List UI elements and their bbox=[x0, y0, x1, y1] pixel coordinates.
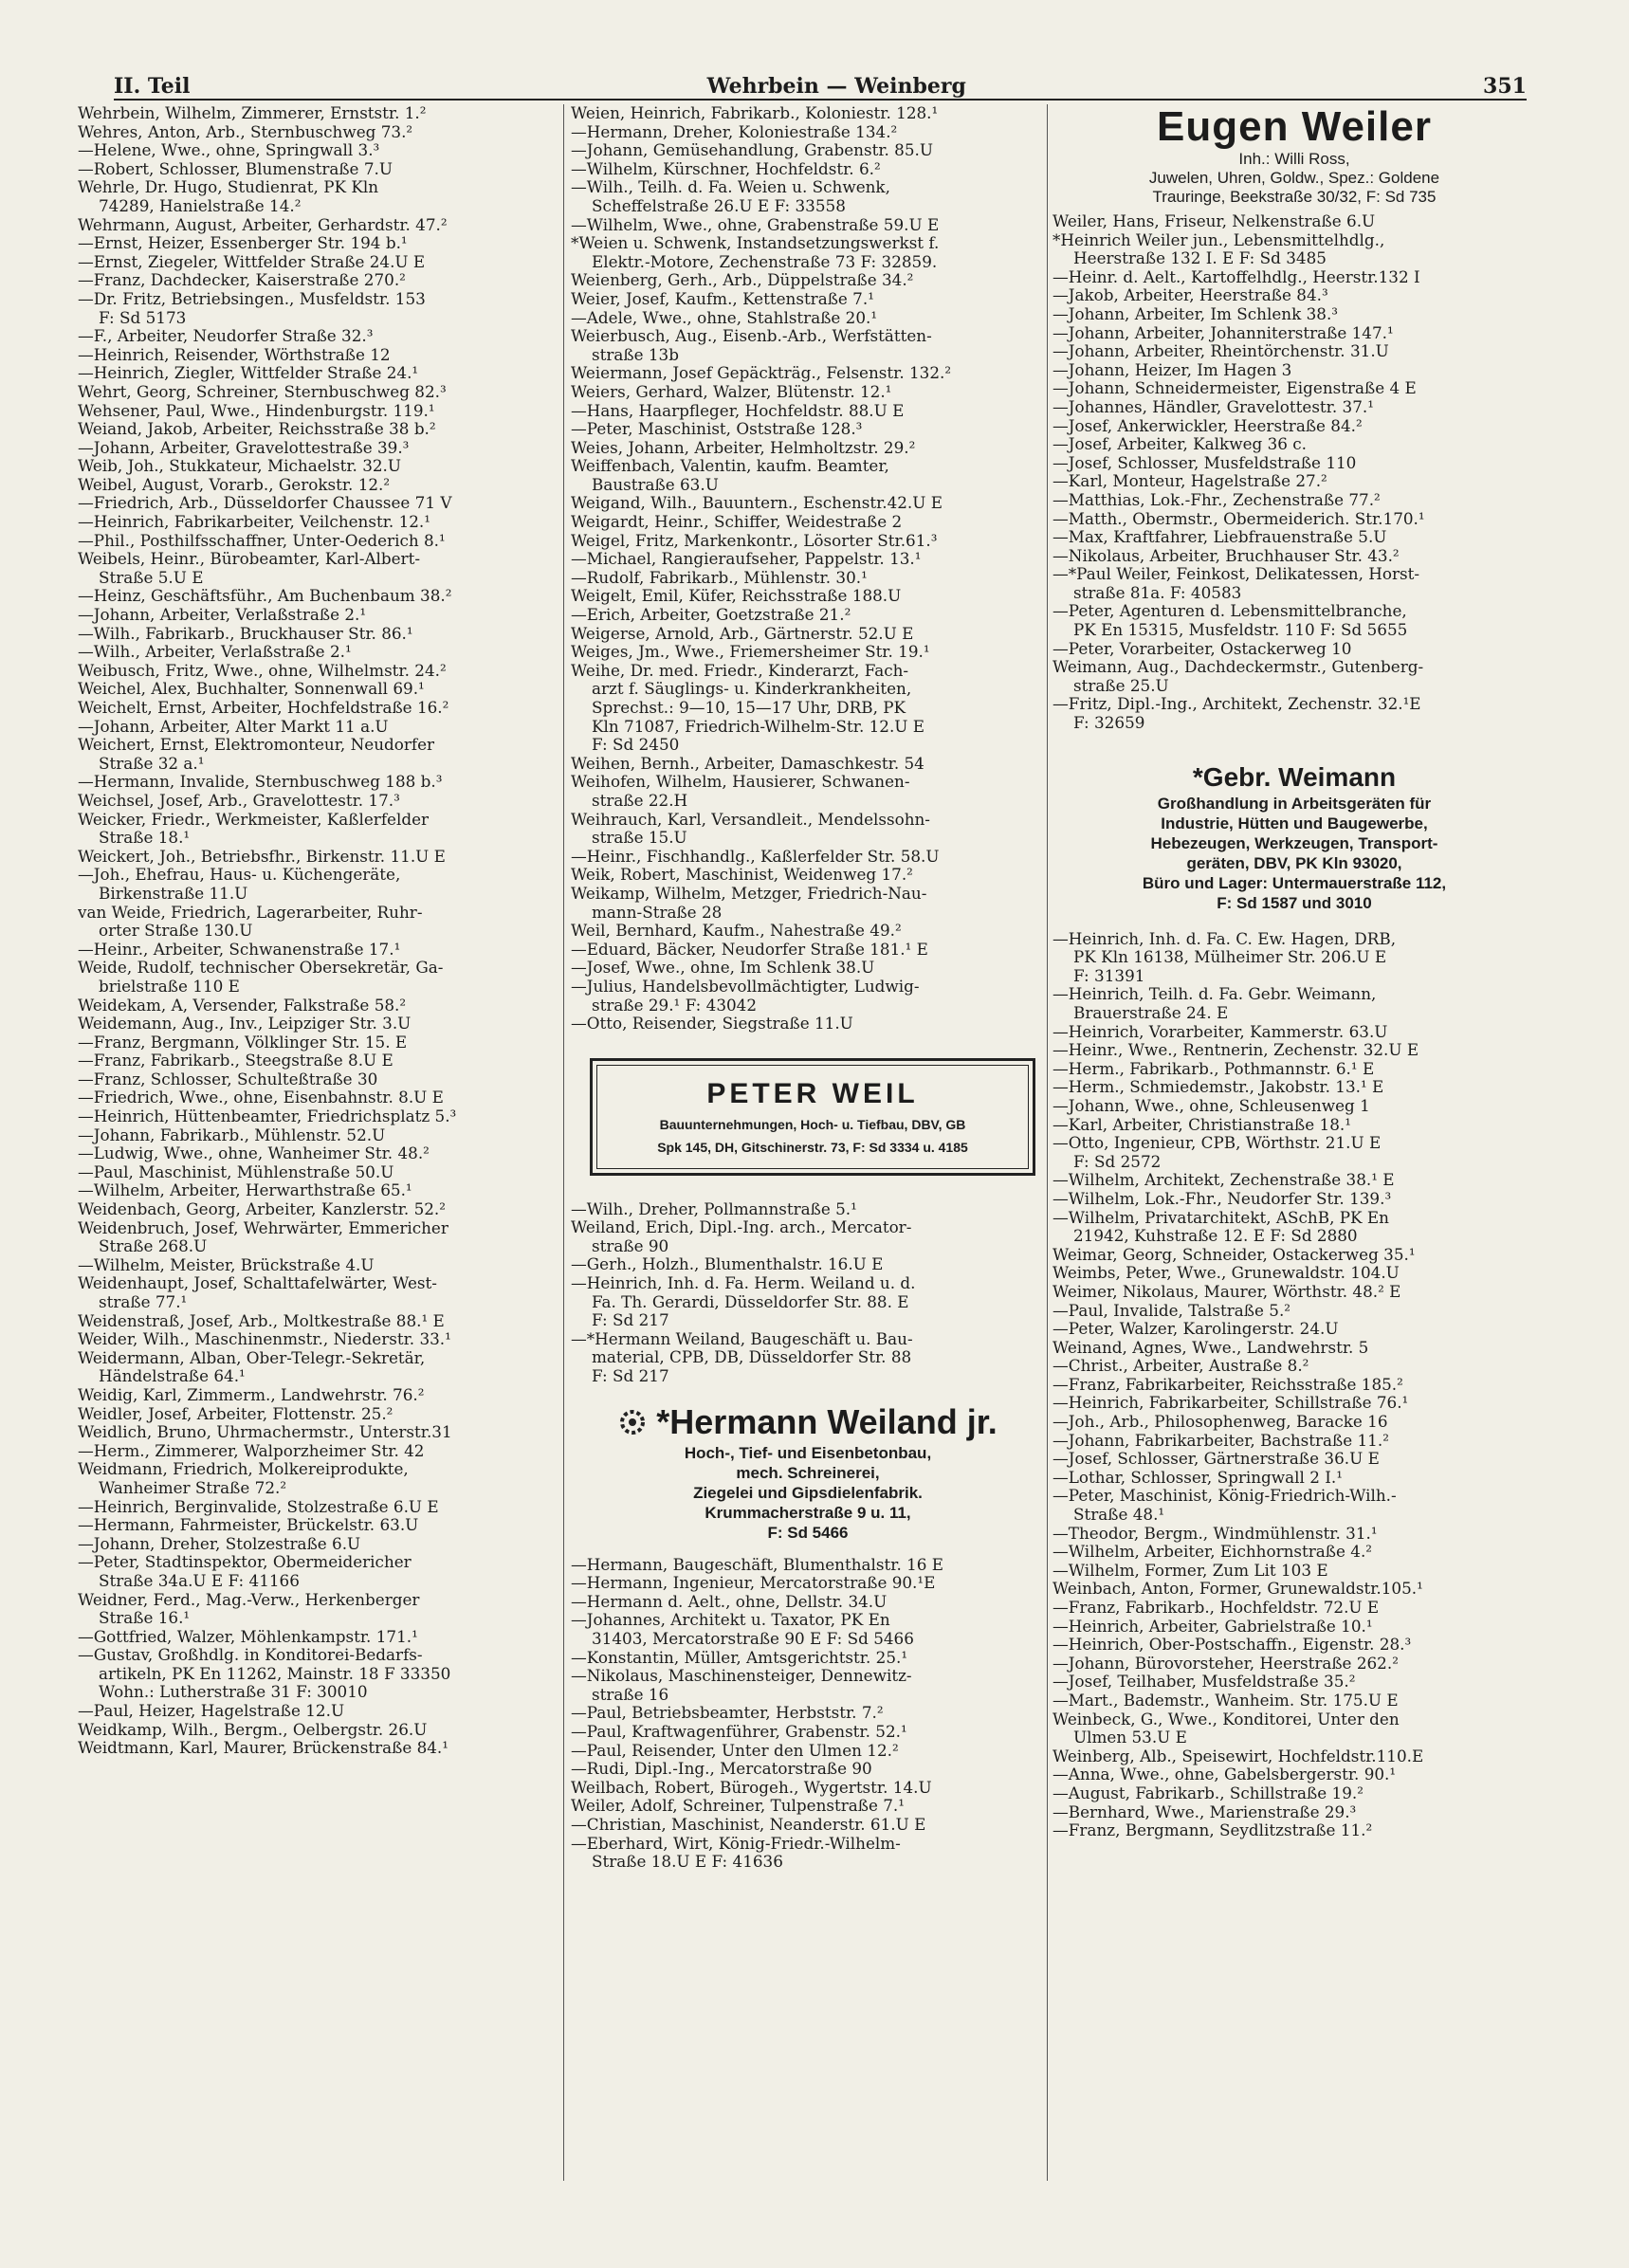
directory-entry: Weienberg, Gerh., Arb., Düppelstraße 34.² bbox=[571, 271, 914, 290]
directory-entry: van Weide, Friedrich, Lagerarbeiter, Ruhr- bbox=[78, 903, 423, 922]
directory-entry: —Franz, Bergmann, Völklinger Str. 15. E bbox=[78, 1033, 408, 1052]
directory-entry: —Eberhard, Wirt, König-Friedr.-Wilhelm- bbox=[571, 1834, 901, 1853]
directory-entry: straße 13b bbox=[592, 345, 679, 364]
advertisement-peter-weil bbox=[590, 1058, 1035, 1176]
directory-entry: Weiand, Jakob, Arbeiter, Reichsstraße 38 b.² bbox=[78, 420, 436, 439]
directory-entry: —Heinrich, Inh. d. Fa. C. Ew. Hagen, DRB, bbox=[1052, 929, 1397, 948]
directory-entry: —Johann, Heizer, Im Hagen 3 bbox=[1052, 360, 1292, 379]
directory-entry: —Eduard, Bäcker, Neudorfer Straße 181.¹ E bbox=[571, 940, 928, 959]
ad-line: Industrie, Hütten und Baugewerbe, bbox=[1161, 814, 1428, 832]
directory-entry: Straße 5.U E bbox=[99, 568, 204, 587]
directory-entry: —Franz, Fabrikarb., Steegstraße 8.U E bbox=[78, 1052, 394, 1070]
directory-entry: Elektr.-Motore, Zechenstraße 73 F: 32859. bbox=[592, 252, 938, 271]
directory-entry: —Peter, Agenturen d. Lebensmittelbranche, bbox=[1052, 602, 1407, 621]
directory-entry: —Johann, Arbeiter, Johanniterstraße 147.¹ bbox=[1052, 323, 1394, 342]
directory-entry: —Johann, Arbeiter, Verlaßstraße 2.¹ bbox=[78, 606, 367, 625]
directory-entry: Brauerstraße 24. E bbox=[1073, 1004, 1229, 1022]
directory-entry: —Adele, Wwe., ohne, Stahlstraße 20.¹ bbox=[571, 308, 878, 327]
directory-entry: F: 31391 bbox=[1073, 966, 1145, 985]
directory-entry: —Robert, Schlosser, Blumenstraße 7.U bbox=[78, 159, 393, 178]
directory-entry: —Johannes, Händler, Gravelottestr. 37.¹ bbox=[1052, 397, 1374, 416]
directory-entry: —Hermann, Dreher, Koloniestraße 134.² bbox=[571, 122, 898, 141]
directory-entry: F: Sd 217 bbox=[592, 1311, 669, 1330]
directory-entry: —Hermann, Fahrmeister, Brückelstr. 63.U bbox=[78, 1516, 419, 1535]
directory-entry: Weiler, Hans, Friseur, Nelkenstraße 6.U bbox=[1052, 212, 1376, 230]
ad-line: F: Sd 5466 bbox=[767, 1523, 849, 1542]
directory-entry: Straße 18.¹ bbox=[99, 829, 191, 848]
directory-entry: Weidenstraß, Josef, Arb., Moltkestraße 88.¹ E bbox=[78, 1311, 445, 1330]
directory-entry: —Wilhelm, Wwe., ohne, Grabenstraße 59.U E bbox=[571, 215, 940, 234]
directory-entry: Weigand, Wilh., Bauuntern., Eschenstr.42.U E bbox=[571, 494, 943, 513]
directory-entry: —Joh., Ehefrau, Haus- u. Küchengeräte, bbox=[78, 866, 401, 885]
directory-entry: —Michael, Rangieraufseher, Pappelstr. 13.¹ bbox=[571, 550, 922, 569]
directory-entry: —Otto, Ingenieur, CPB, Wörthstr. 21.U E bbox=[1052, 1134, 1382, 1153]
directory-entry: —Ernst, Ziegeler, Wittfelder Straße 24.U E bbox=[78, 252, 426, 271]
directory-entry: Birkenstraße 11.U bbox=[99, 884, 248, 903]
ad-line: Trauringe, Beekstraße 30/32, F: Sd 735 bbox=[1152, 188, 1437, 206]
directory-entry: Scheffelstraße 26.U E F: 33558 bbox=[592, 196, 846, 215]
directory-entry: —Herm., Schmiedemstr., Jakobstr. 13.¹ E bbox=[1052, 1078, 1384, 1097]
directory-entry: —Herm., Fabrikarb., Pothmannstr. 6.¹ E bbox=[1052, 1059, 1375, 1078]
directory-entry: —Rudolf, Fabrikarb., Mühlenstr. 30.¹ bbox=[571, 568, 868, 587]
directory-entry: Weiler, Adolf, Schreiner, Tulpenstraße 7.¹ bbox=[571, 1797, 905, 1816]
directory-entry: —Hermann, Ingenieur, Mercatorstraße 90.¹E bbox=[571, 1574, 936, 1593]
directory-entry: —Gustav, Großhdlg. in Konditorei-Bedarfs- bbox=[78, 1646, 423, 1665]
page-header bbox=[114, 66, 1527, 99]
directory-entry: Weidlich, Bruno, Uhrmachermstr., Unterstr.31 bbox=[78, 1423, 452, 1442]
directory-entry: Weimer, Nikolaus, Maurer, Wörthstr. 48.² E bbox=[1052, 1282, 1401, 1301]
directory-entry: straße 25.U bbox=[1073, 676, 1169, 695]
directory-entry: —Ludwig, Wwe., ohne, Wanheimer Str. 48.² bbox=[78, 1144, 430, 1163]
directory-entry: —Karl, Arbeiter, Christianstraße 18.¹ bbox=[1052, 1115, 1351, 1134]
directory-entry: PK En 15315, Musfeldstr. 110 F: Sd 5655 bbox=[1073, 621, 1408, 640]
directory-entry: straße 81a. F: 40583 bbox=[1073, 583, 1242, 602]
directory-entry: —Johann, Fabrikarb., Mühlenstr. 52.U bbox=[78, 1125, 386, 1144]
directory-entry: —Wilh., Fabrikarb., Bruckhauser Str. 86.¹ bbox=[78, 624, 413, 643]
directory-entry: Weilbach, Robert, Bürogeh., Wygertstr. 14.U bbox=[571, 1778, 932, 1797]
directory-entry: Weib, Joh., Stukkateur, Michaelstr. 32.U bbox=[78, 457, 402, 476]
directory-entry: straße 16 bbox=[592, 1685, 669, 1704]
directory-entry: Straße 268.U bbox=[99, 1237, 208, 1256]
directory-entry: —Josef, Teilhaber, Musfeldstraße 35.² bbox=[1052, 1673, 1356, 1692]
directory-entry: —Johann, Arbeiter, Im Schlenk 38.³ bbox=[1052, 304, 1339, 323]
directory-entry: Weidner, Ferd., Mag.-Verw., Herkenberger bbox=[78, 1590, 420, 1609]
directory-entry: Straße 18.U E F: 41636 bbox=[592, 1853, 783, 1872]
directory-entry: —Erich, Arbeiter, Goetzstraße 21.² bbox=[571, 606, 851, 625]
column-3 bbox=[1052, 104, 1536, 1840]
directory-entry: Weihen, Bernh., Arbeiter, Damaschkestr. 54 bbox=[571, 754, 924, 773]
directory-entry: —Franz, Fabrikarbeiter, Reichsstraße 185.² bbox=[1052, 1375, 1403, 1394]
directory-entry: Weik, Robert, Maschinist, Weidenweg 17.² bbox=[571, 866, 913, 885]
directory-entry: Weichert, Ernst, Elektromonteur, Neudorfer bbox=[78, 736, 435, 755]
directory-entry: Weihrauch, Karl, Versandleit., Mendelssohn- bbox=[571, 810, 930, 829]
directory-entry: —Johann, Schneidermeister, Eigenstraße 4 E bbox=[1052, 379, 1417, 398]
directory-entry: —Paul, Betriebsbeamter, Herbststr. 7.² bbox=[571, 1704, 884, 1723]
directory-entry: Weinbach, Anton, Former, Grunewaldstr.105.¹ bbox=[1052, 1580, 1423, 1599]
directory-entry: Weihofen, Wilhelm, Hausierer, Schwanen- bbox=[571, 773, 910, 792]
directory-entry: —Wilhelm, Lok.-Fhr., Neudorfer Str. 139.³ bbox=[1052, 1189, 1392, 1208]
directory-entry: Wohn.: Lutherstraße 31 F: 30010 bbox=[99, 1683, 368, 1702]
directory-entry: —Heinr., Fischhandlg., Kaßlerfelder Str. 58.U bbox=[571, 847, 940, 866]
directory-entry: Weimar, Georg, Schneider, Ostackerweg 35.¹ bbox=[1052, 1245, 1416, 1264]
directory-entry: —Friedrich, Arb., Düsseldorfer Chaussee 71 V bbox=[78, 494, 452, 513]
directory-entry: —Nikolaus, Arbeiter, Bruchhauser Str. 43.² bbox=[1052, 546, 1400, 565]
ad-line: Inh.: Willi Ross, bbox=[1238, 150, 1350, 168]
directory-entry: 21942, Kuhstraße 12. E F: Sd 2880 bbox=[1073, 1227, 1358, 1246]
directory-entry: Weidenbach, Georg, Arbeiter, Kanzlerstr. 52.² bbox=[78, 1200, 446, 1219]
directory-entry: Weier, Josef, Kaufm., Kettenstraße 7.¹ bbox=[571, 289, 874, 308]
directory-entry: Wehrle, Dr. Hugo, Studienrat, PK Kln bbox=[78, 178, 379, 197]
directory-entry: mann-Straße 28 bbox=[592, 903, 723, 922]
directory-entry: —Heinr., Arbeiter, Schwanenstraße 17.¹ bbox=[78, 940, 401, 959]
directory-entry: Händelstraße 64.¹ bbox=[99, 1367, 246, 1386]
directory-entry: —Wilhelm, Meister, Brückstraße 4.U bbox=[78, 1255, 375, 1274]
directory-entry: Weidemann, Aug., Inv., Leipziger Str. 3.U bbox=[78, 1015, 412, 1033]
directory-entry: —Christ., Arbeiter, Austraße 8.² bbox=[1052, 1357, 1309, 1376]
directory-entry: Weidenbruch, Josef, Wehrwärter, Emmericher bbox=[78, 1218, 448, 1237]
directory-entry: 74289, Hanielstraße 14.² bbox=[99, 196, 302, 215]
directory-entry: —Heinrich, Ziegler, Wittfelder Straße 24.¹ bbox=[78, 364, 419, 383]
directory-entry: Weies, Johann, Arbeiter, Helmholtzstr. 29.² bbox=[571, 438, 916, 457]
directory-entry: —Wilhelm, Arbeiter, Eichhornstraße 4.² bbox=[1052, 1543, 1373, 1562]
directory-entry: Weichelt, Ernst, Arbeiter, Hochfeldstraße 16.² bbox=[78, 699, 449, 717]
directory-entry: —Wilhelm, Privatarchitekt, ASchB, PK En bbox=[1052, 1208, 1389, 1227]
directory-entry: —Heinz, Geschäftsführ., Am Buchenbaum 38.² bbox=[78, 587, 452, 606]
directory-entry: —Johann, Arbeiter, Rheintörchenstr. 31.U bbox=[1052, 342, 1389, 361]
directory-entry: —*Paul Weiler, Feinkost, Delikatessen, Horst- bbox=[1052, 565, 1420, 584]
directory-entry: —Heinrich, Reisender, Wörthstraße 12 bbox=[78, 345, 391, 364]
directory-entry: —Gerh., Holzh., Blumenthalstr. 16.U E bbox=[571, 1255, 884, 1274]
directory-entry: Weinbeck, G., Wwe., Konditorei, Unter den bbox=[1052, 1710, 1400, 1728]
directory-entry: —Lothar, Schlosser, Springwall 2 I.¹ bbox=[1052, 1468, 1343, 1487]
directory-entry: —Paul, Kraftwagenführer, Grabenstr. 52.¹ bbox=[571, 1722, 907, 1741]
directory-entry: —Jakob, Arbeiter, Heerstraße 84.³ bbox=[1052, 286, 1328, 305]
directory-entry: F: Sd 217 bbox=[592, 1367, 669, 1386]
directory-entry: Weide, Rudolf, technischer Obersekretär, Ga- bbox=[78, 959, 444, 978]
directory-entry: —Julius, Handelsbevollmächtigter, Ludwig- bbox=[571, 977, 920, 996]
directory-entry: —Helene, Wwe., ohne, Springwall 3.³ bbox=[78, 141, 380, 160]
directory-entry: —Johannes, Architekt u. Taxator, PK En bbox=[571, 1611, 890, 1630]
column-divider bbox=[563, 104, 564, 2181]
directory-entry: Weider, Wilh., Maschinenmstr., Niederstr. 33.¹ bbox=[78, 1330, 451, 1349]
directory-entry: —Wilhelm, Former, Zum Lit 103 E bbox=[1052, 1561, 1328, 1580]
advertisement-gebr-weimann bbox=[1052, 761, 1536, 913]
directory-entry: Weichel, Alex, Buchhalter, Sonnenwall 69.¹ bbox=[78, 680, 425, 699]
directory-entry: —Anna, Wwe., ohne, Gabelsbergerstr. 90.¹ bbox=[1052, 1765, 1397, 1784]
ad-line: Ziegelei und Gipsdielenfabrik. bbox=[693, 1483, 923, 1502]
directory-entry: —Bernhard, Wwe., Marienstraße 29.³ bbox=[1052, 1802, 1357, 1821]
directory-entry: Weidler, Josef, Arbeiter, Flottenstr. 25.² bbox=[78, 1404, 394, 1423]
directory-entry: *Weien u. Schwenk, Instandsetzungswerkst f. bbox=[571, 234, 940, 253]
directory-entry: —Wilh., Arbeiter, Verlaßstraße 2.¹ bbox=[78, 643, 352, 662]
directory-entry: —Wilh., Dreher, Pollmannstraße 5.¹ bbox=[571, 1199, 857, 1218]
directory-entry: —Karl, Monteur, Hagelstraße 27.² bbox=[1052, 472, 1327, 491]
directory-entry: —Heinr. d. Aelt., Kartoffelhdlg., Heerstr.132 I bbox=[1052, 267, 1420, 286]
directory-entry: —Josef, Ankerwickler, Heerstraße 84.² bbox=[1052, 416, 1363, 435]
directory-entry: —Heinrich, Fabrikarbeiter, Schillstraße 76.¹ bbox=[1052, 1394, 1409, 1413]
directory-entry: Kln 71087, Friedrich-Wilhelm-Str. 12.U E bbox=[592, 717, 925, 736]
directory-entry: Weikamp, Wilhelm, Metzger, Friedrich-Nau- bbox=[571, 884, 927, 903]
column-2 bbox=[571, 104, 1045, 1872]
column-divider bbox=[1047, 104, 1048, 2181]
directory-entry: —*Hermann Weiland, Baugeschäft u. Bau- bbox=[571, 1329, 913, 1348]
directory-entry: —Heinrich, Vorarbeiter, Kammerstr. 63.U bbox=[1052, 1022, 1388, 1041]
directory-entry: Weickert, Joh., Betriebsfhr., Birkenstr. 11.U E bbox=[78, 847, 446, 866]
directory-entry: —Paul, Maschinist, Mühlenstraße 50.U bbox=[78, 1162, 394, 1181]
directory-entry: —Friedrich, Wwe., ohne, Eisenbahnstr. 8.U E bbox=[78, 1088, 444, 1107]
directory-entry: —Paul, Reisender, Unter den Ulmen 12.² bbox=[571, 1741, 899, 1760]
directory-entry: Weidmann, Friedrich, Molkereiprodukte, bbox=[78, 1460, 409, 1479]
directory-entry: —Konstantin, Müller, Amtsgerichtstr. 25.¹ bbox=[571, 1648, 908, 1667]
directory-entry: —Gottfried, Walzer, Möhlenkampstr. 171.¹ bbox=[78, 1627, 418, 1646]
directory-entry: —Johann, Wwe., ohne, Schleusenweg 1 bbox=[1052, 1096, 1370, 1115]
directory-entry: straße 15.U bbox=[592, 829, 687, 848]
directory-entry: 31403, Mercatorstraße 90 E F: Sd 5466 bbox=[592, 1630, 914, 1648]
directory-entry: *Heinrich Weiler jun., Lebensmittelhdlg., bbox=[1052, 230, 1385, 249]
directory-entry: —Christian, Maschinist, Neanderstr. 61.U E bbox=[571, 1815, 926, 1834]
directory-entry: Weiermann, Josef Gepäckträg., Felsenstr. 132.² bbox=[571, 364, 952, 383]
directory-entry: Weidkamp, Wilh., Bergm., Oelbergstr. 26.U bbox=[78, 1720, 428, 1739]
ad-line: Hoch-, Tief- und Eisenbetonbau, bbox=[684, 1443, 932, 1462]
directory-entry: —F., Arbeiter, Neudorfer Straße 32.³ bbox=[78, 327, 374, 346]
directory-entry: —Paul, Heizer, Hagelstraße 12.U bbox=[78, 1702, 345, 1721]
directory-entry: Wehrmann, August, Arbeiter, Gerhardstr. 47.² bbox=[78, 215, 448, 234]
directory-entry: —Hans, Haarpfleger, Hochfeldstr. 88.U E bbox=[571, 401, 905, 420]
directory-entry: —Heinrich, Ober-Postschaffn., Eigenstr. 28.³ bbox=[1052, 1636, 1412, 1655]
directory-entry: —Max, Kraftfahrer, Liebfrauenstraße 5.U bbox=[1052, 528, 1387, 547]
ad-line: mech. Schreinerei, bbox=[736, 1463, 880, 1482]
directory-entry: —Heinrich, Hüttenbeamter, Friedrichsplatz 5.³ bbox=[78, 1107, 457, 1126]
directory-entry: —Dr. Fritz, Betriebsingen., Musfeldstr. 153 bbox=[78, 289, 426, 308]
directory-entry: —Theodor, Bergm., Windmühlenstr. 31.¹ bbox=[1052, 1524, 1378, 1543]
ad-line: Spk 145, DH, Gitschinerstr. 73, F: Sd 3334 u. 4185 bbox=[657, 1139, 968, 1155]
directory-entry: artikeln, PK En 11262, Mainstr. 18 F 33350 bbox=[99, 1664, 451, 1683]
directory-entry: Straße 34a.U E F: 41166 bbox=[99, 1571, 300, 1590]
directory-entry: —Wilhelm, Architekt, Zechenstraße 38.¹ E bbox=[1052, 1171, 1395, 1190]
directory-entry: —Johann, Gemüsehandlung, Grabenstr. 85.U bbox=[571, 141, 934, 160]
ad-title: *Gebr. Weimann bbox=[1192, 761, 1397, 792]
directory-entry: —Franz, Schlosser, Schulteßtraße 30 bbox=[78, 1070, 378, 1088]
directory-entry: Weicker, Friedr., Werkmeister, Kaßlerfelder bbox=[78, 810, 430, 829]
ad-title: Eugen Weiler bbox=[1157, 103, 1432, 150]
directory-entry: —Joh., Arb., Philosophenweg, Baracke 16 bbox=[1052, 1413, 1388, 1432]
directory-entry: Wehrt, Georg, Schreiner, Sternbuschweg 82.³ bbox=[78, 382, 447, 401]
directory-entry: Weigerse, Arnold, Arb., Gärtnerstr. 52.U E bbox=[571, 624, 914, 643]
directory-entry: straße 90 bbox=[592, 1236, 669, 1255]
directory-entry: —Heinr., Wwe., Rentnerin, Zechenstr. 32.U E bbox=[1052, 1041, 1419, 1060]
directory-entry: —Mart., Bademstr., Wanheim. Str. 175.U E bbox=[1052, 1691, 1399, 1710]
directory-entry: Weihe, Dr. med. Friedr., Kinderarzt, Fach- bbox=[571, 661, 909, 680]
directory-entry: orter Straße 130.U bbox=[99, 922, 253, 941]
directory-entry: straße 29.¹ F: 43042 bbox=[592, 996, 758, 1015]
directory-entry: straße 22.H bbox=[592, 791, 688, 810]
directory-entry: Weinand, Agnes, Wwe., Landwehrstr. 5 bbox=[1052, 1338, 1369, 1357]
directory-entry: Wehsener, Paul, Wwe., Hindenburgstr. 119.¹ bbox=[78, 401, 435, 420]
directory-entry: —Josef, Arbeiter, Kalkweg 36 c. bbox=[1052, 435, 1308, 454]
page-number: 351 bbox=[1483, 74, 1527, 99]
directory-entry: Straße 16.¹ bbox=[99, 1609, 191, 1628]
directory-entry: F: Sd 5173 bbox=[99, 308, 187, 327]
directory-entry: —Johann, Dreher, Stolzestraße 6.U bbox=[78, 1534, 361, 1553]
ad-line: Krummacherstraße 9 u. 11, bbox=[705, 1503, 911, 1522]
directory-entry: —Rudi, Dipl.-Ing., Mercatorstraße 90 bbox=[571, 1760, 872, 1779]
directory-entry: Weil, Bernhard, Kaufm., Nahestraße 49.² bbox=[571, 922, 902, 941]
directory-entry: —Ernst, Heizer, Essenberger Str. 194 b.¹ bbox=[78, 234, 408, 253]
ad-line: Großhandlung in Arbeitsgeräten für bbox=[1157, 794, 1432, 813]
directory-entry: Ulmen 53.U E bbox=[1073, 1728, 1187, 1747]
directory-entry: Weidermann, Alban, Ober-Telegr.-Sekretär, bbox=[78, 1348, 426, 1367]
directory-entry: —Wilhelm, Arbeiter, Herwarthstraße 65.¹ bbox=[78, 1181, 412, 1200]
ad-line: F: Sd 1587 und 3010 bbox=[1217, 893, 1372, 912]
directory-entry: —Peter, Walzer, Karolingerstr. 24.U bbox=[1052, 1320, 1339, 1339]
directory-entry: Weigelt, Emil, Küfer, Reichsstraße 188.U bbox=[571, 587, 902, 606]
advertisement-hermann-weiland bbox=[571, 1401, 1045, 1543]
directory-entry: Weimbs, Peter, Wwe., Grunewaldstr. 104.U bbox=[1052, 1264, 1400, 1283]
directory-entry: —Josef, Schlosser, Gärtnerstraße 36.U E bbox=[1052, 1450, 1380, 1469]
directory-entry: F: Sd 2572 bbox=[1073, 1152, 1162, 1171]
directory-entry: —Nikolaus, Maschinensteiger, Dennewitz- bbox=[571, 1667, 912, 1686]
directory-entry: —Herm., Zimmerer, Walporzheimer Str. 42 bbox=[78, 1441, 425, 1460]
directory-entry: —Peter, Vorarbeiter, Ostackerweg 10 bbox=[1052, 639, 1352, 658]
directory-entry: —Johann, Arbeiter, Gravelottestraße 39.³ bbox=[78, 438, 410, 457]
company-logo-icon bbox=[618, 1408, 647, 1436]
ad-line: geräten, DBV, PK Kln 93020, bbox=[1186, 853, 1402, 872]
directory-entry: —Hermann d. Aelt., ohne, Dellstr. 34.U bbox=[571, 1592, 888, 1611]
directory-entry: material, CPB, DB, Düsseldorfer Str. 88 bbox=[592, 1348, 912, 1367]
directory-entry: Weichsel, Josef, Arb., Gravelottestr. 17.³ bbox=[78, 791, 400, 810]
directory-entry: —Wilh., Teilh. d. Fa. Weien u. Schwenk, bbox=[571, 178, 890, 197]
page-range-title: Wehrbein — Weinberg bbox=[706, 74, 966, 99]
directory-entry: —Peter, Maschinist, Oststraße 128.³ bbox=[571, 420, 863, 439]
directory-entry: Fa. Th. Gerardi, Düsseldorfer Str. 88. E bbox=[592, 1292, 909, 1311]
directory-entry: —Hermann, Invalide, Sternbuschweg 188 b.³ bbox=[78, 773, 443, 792]
directory-entry: Sprechst.: 9—10, 15—17 Uhr, DRB, PK bbox=[592, 699, 906, 717]
directory-entry: Wehres, Anton, Arb., Sternbuschweg 73.² bbox=[78, 122, 413, 141]
directory-entry: Weidtmann, Karl, Maurer, Brückenstraße 84.¹ bbox=[78, 1739, 448, 1758]
directory-entry: arzt f. Säuglings- u. Kinderkrankheiten, bbox=[592, 680, 912, 699]
directory-entry: Weibel, August, Vorarb., Gerokstr. 12.² bbox=[78, 475, 391, 494]
directory-entry: F: 32659 bbox=[1073, 714, 1145, 733]
directory-entry: —Heinrich, Teilh. d. Fa. Gebr. Weimann, bbox=[1052, 985, 1377, 1004]
ad-title: *Hermann Weiland jr. bbox=[656, 1401, 998, 1441]
advertisement-eugen-weiler bbox=[1052, 104, 1536, 207]
directory-entry: —Heinrich, Arbeiter, Gabrielstraße 10.¹ bbox=[1052, 1617, 1373, 1636]
directory-entry: —Franz, Bergmann, Seydlitzstraße 11.² bbox=[1052, 1821, 1373, 1840]
directory-entry: —Johann, Arbeiter, Alter Markt 11 a.U bbox=[78, 717, 389, 736]
directory-entry: —Matthias, Lok.-Fhr., Zechenstraße 77.² bbox=[1052, 490, 1381, 509]
directory-entry: Weiland, Erich, Dipl.-Ing. arch., Mercator- bbox=[571, 1218, 912, 1237]
directory-entry: —Heinrich, Fabrikarbeiter, Veilchenstr. 12.¹ bbox=[78, 513, 430, 532]
directory-entry: —Paul, Invalide, Talstraße 5.² bbox=[1052, 1301, 1291, 1320]
directory-entry: brielstraße 110 E bbox=[99, 977, 240, 996]
directory-entry: Wehrbein, Wilhelm, Zimmerer, Ernststr. 1.² bbox=[78, 104, 427, 122]
directory-entry: Weigel, Fritz, Markenkontr., Lösorter Str.61.³ bbox=[571, 531, 938, 550]
directory-entry: —Phil., Posthilfsschaffner, Unter-Oederich 8.¹ bbox=[78, 531, 446, 550]
directory-entry: Wanheimer Straße 72.² bbox=[99, 1478, 287, 1497]
directory-entry: —Josef, Wwe., ohne, Im Schlenk 38.U bbox=[571, 959, 875, 978]
directory-entry: —Franz, Fabrikarb., Hochfeldstr. 72.U E bbox=[1052, 1599, 1380, 1617]
directory-entry: straße 77.¹ bbox=[99, 1293, 188, 1311]
header-rule bbox=[114, 99, 1527, 101]
directory-entry: —Heinrich, Inh. d. Fa. Herm. Weiland u. d. bbox=[571, 1274, 916, 1293]
directory-entry: F: Sd 2450 bbox=[592, 736, 680, 755]
directory-entry: —Heinrich, Berginvalide, Stolzestraße 6.U E bbox=[78, 1497, 439, 1516]
ad-line: Hebezeugen, Werkzeugen, Transport- bbox=[1150, 833, 1438, 852]
directory-entry: Weierbusch, Aug., Eisenb.-Arb., Werfstätten- bbox=[571, 327, 932, 346]
directory-entry: Weiges, Jm., Wwe., Friemersheimer Str. 19.¹ bbox=[571, 643, 930, 662]
directory-entry: —Otto, Reisender, Siegstraße 11.U bbox=[571, 1015, 853, 1033]
directory-entry: —Johann, Bürovorsteher, Heerstraße 262.² bbox=[1052, 1654, 1399, 1673]
directory-entry: —Matth., Obermstr., Obermeiderich. Str.170.¹ bbox=[1052, 509, 1425, 528]
ad-line: Juwelen, Uhren, Goldw., Spez.: Goldene bbox=[1148, 169, 1440, 187]
directory-entry: Weibusch, Fritz, Wwe., ohne, Wilhelmstr. 24.² bbox=[78, 661, 447, 680]
directory-entry: —Wilhelm, Kürschner, Hochfeldstr. 6.² bbox=[571, 159, 881, 178]
ad-line: Büro und Lager: Untermauerstraße 112, bbox=[1142, 873, 1447, 892]
directory-entry: Straße 32 a.¹ bbox=[99, 754, 205, 773]
directory-entry: Weiers, Gerhard, Walzer, Blütenstr. 12.¹ bbox=[571, 382, 892, 401]
directory-entry: —Peter, Maschinist, König-Friedrich-Wilh.- bbox=[1052, 1487, 1397, 1506]
directory-entry: —Hermann, Baugeschäft, Blumenthalstr. 16 E bbox=[571, 1555, 944, 1574]
section-label: II. Teil bbox=[114, 74, 191, 99]
directory-entry: —Franz, Dachdecker, Kaiserstraße 270.² bbox=[78, 271, 406, 290]
ad-title: PETER WEIL bbox=[706, 1077, 919, 1109]
column-1 bbox=[78, 104, 552, 1758]
directory-entry: Weien, Heinrich, Fabrikarb., Koloniestr. 128.¹ bbox=[571, 104, 939, 122]
directory-entry: Weibels, Heinr., Bürobeamter, Karl-Albert- bbox=[78, 550, 420, 569]
directory-entry: Weidenhaupt, Josef, Schalttafelwärter, West- bbox=[78, 1274, 437, 1293]
directory-entry: Weidig, Karl, Zimmerm., Landwehrstr. 76.² bbox=[78, 1385, 425, 1404]
directory-entry: PK Kln 16138, Mülheimer Str. 206.U E bbox=[1073, 948, 1387, 967]
directory-entry: Weidekam, A, Versender, Falkstraße 58.² bbox=[78, 996, 407, 1015]
directory-entry: Straße 48.¹ bbox=[1073, 1506, 1165, 1525]
directory-entry: Weigardt, Heinr., Schiffer, Weidestraße 2 bbox=[571, 513, 903, 532]
directory-entry: —Fritz, Dipl.-Ing., Architekt, Zechenstr. 32.¹E bbox=[1052, 695, 1421, 714]
directory-entry: —Peter, Stadtinspektor, Obermeidericher bbox=[78, 1553, 412, 1572]
directory-entry: Weimann, Aug., Dachdeckermstr., Gutenberg- bbox=[1052, 658, 1424, 677]
directory-entry: Weinberg, Alb., Speisewirt, Hochfeldstr.110.E bbox=[1052, 1747, 1424, 1765]
directory-entry: Heerstraße 132 I. E F: Sd 3485 bbox=[1073, 249, 1327, 268]
directory-entry: —August, Fabrikarb., Schillstraße 19.² bbox=[1052, 1783, 1364, 1802]
directory-entry: Baustraße 63.U bbox=[592, 475, 719, 494]
directory-entry: Weiffenbach, Valentin, kaufm. Beamter, bbox=[571, 457, 889, 476]
directory-entry: —Johann, Fabrikarbeiter, Bachstraße 11.² bbox=[1052, 1431, 1389, 1450]
ad-line: Bauunternehmungen, Hoch- u. Tiefbau, DBV, GB bbox=[659, 1116, 966, 1132]
directory-entry: —Josef, Schlosser, Musfeldstraße 110 bbox=[1052, 453, 1357, 472]
